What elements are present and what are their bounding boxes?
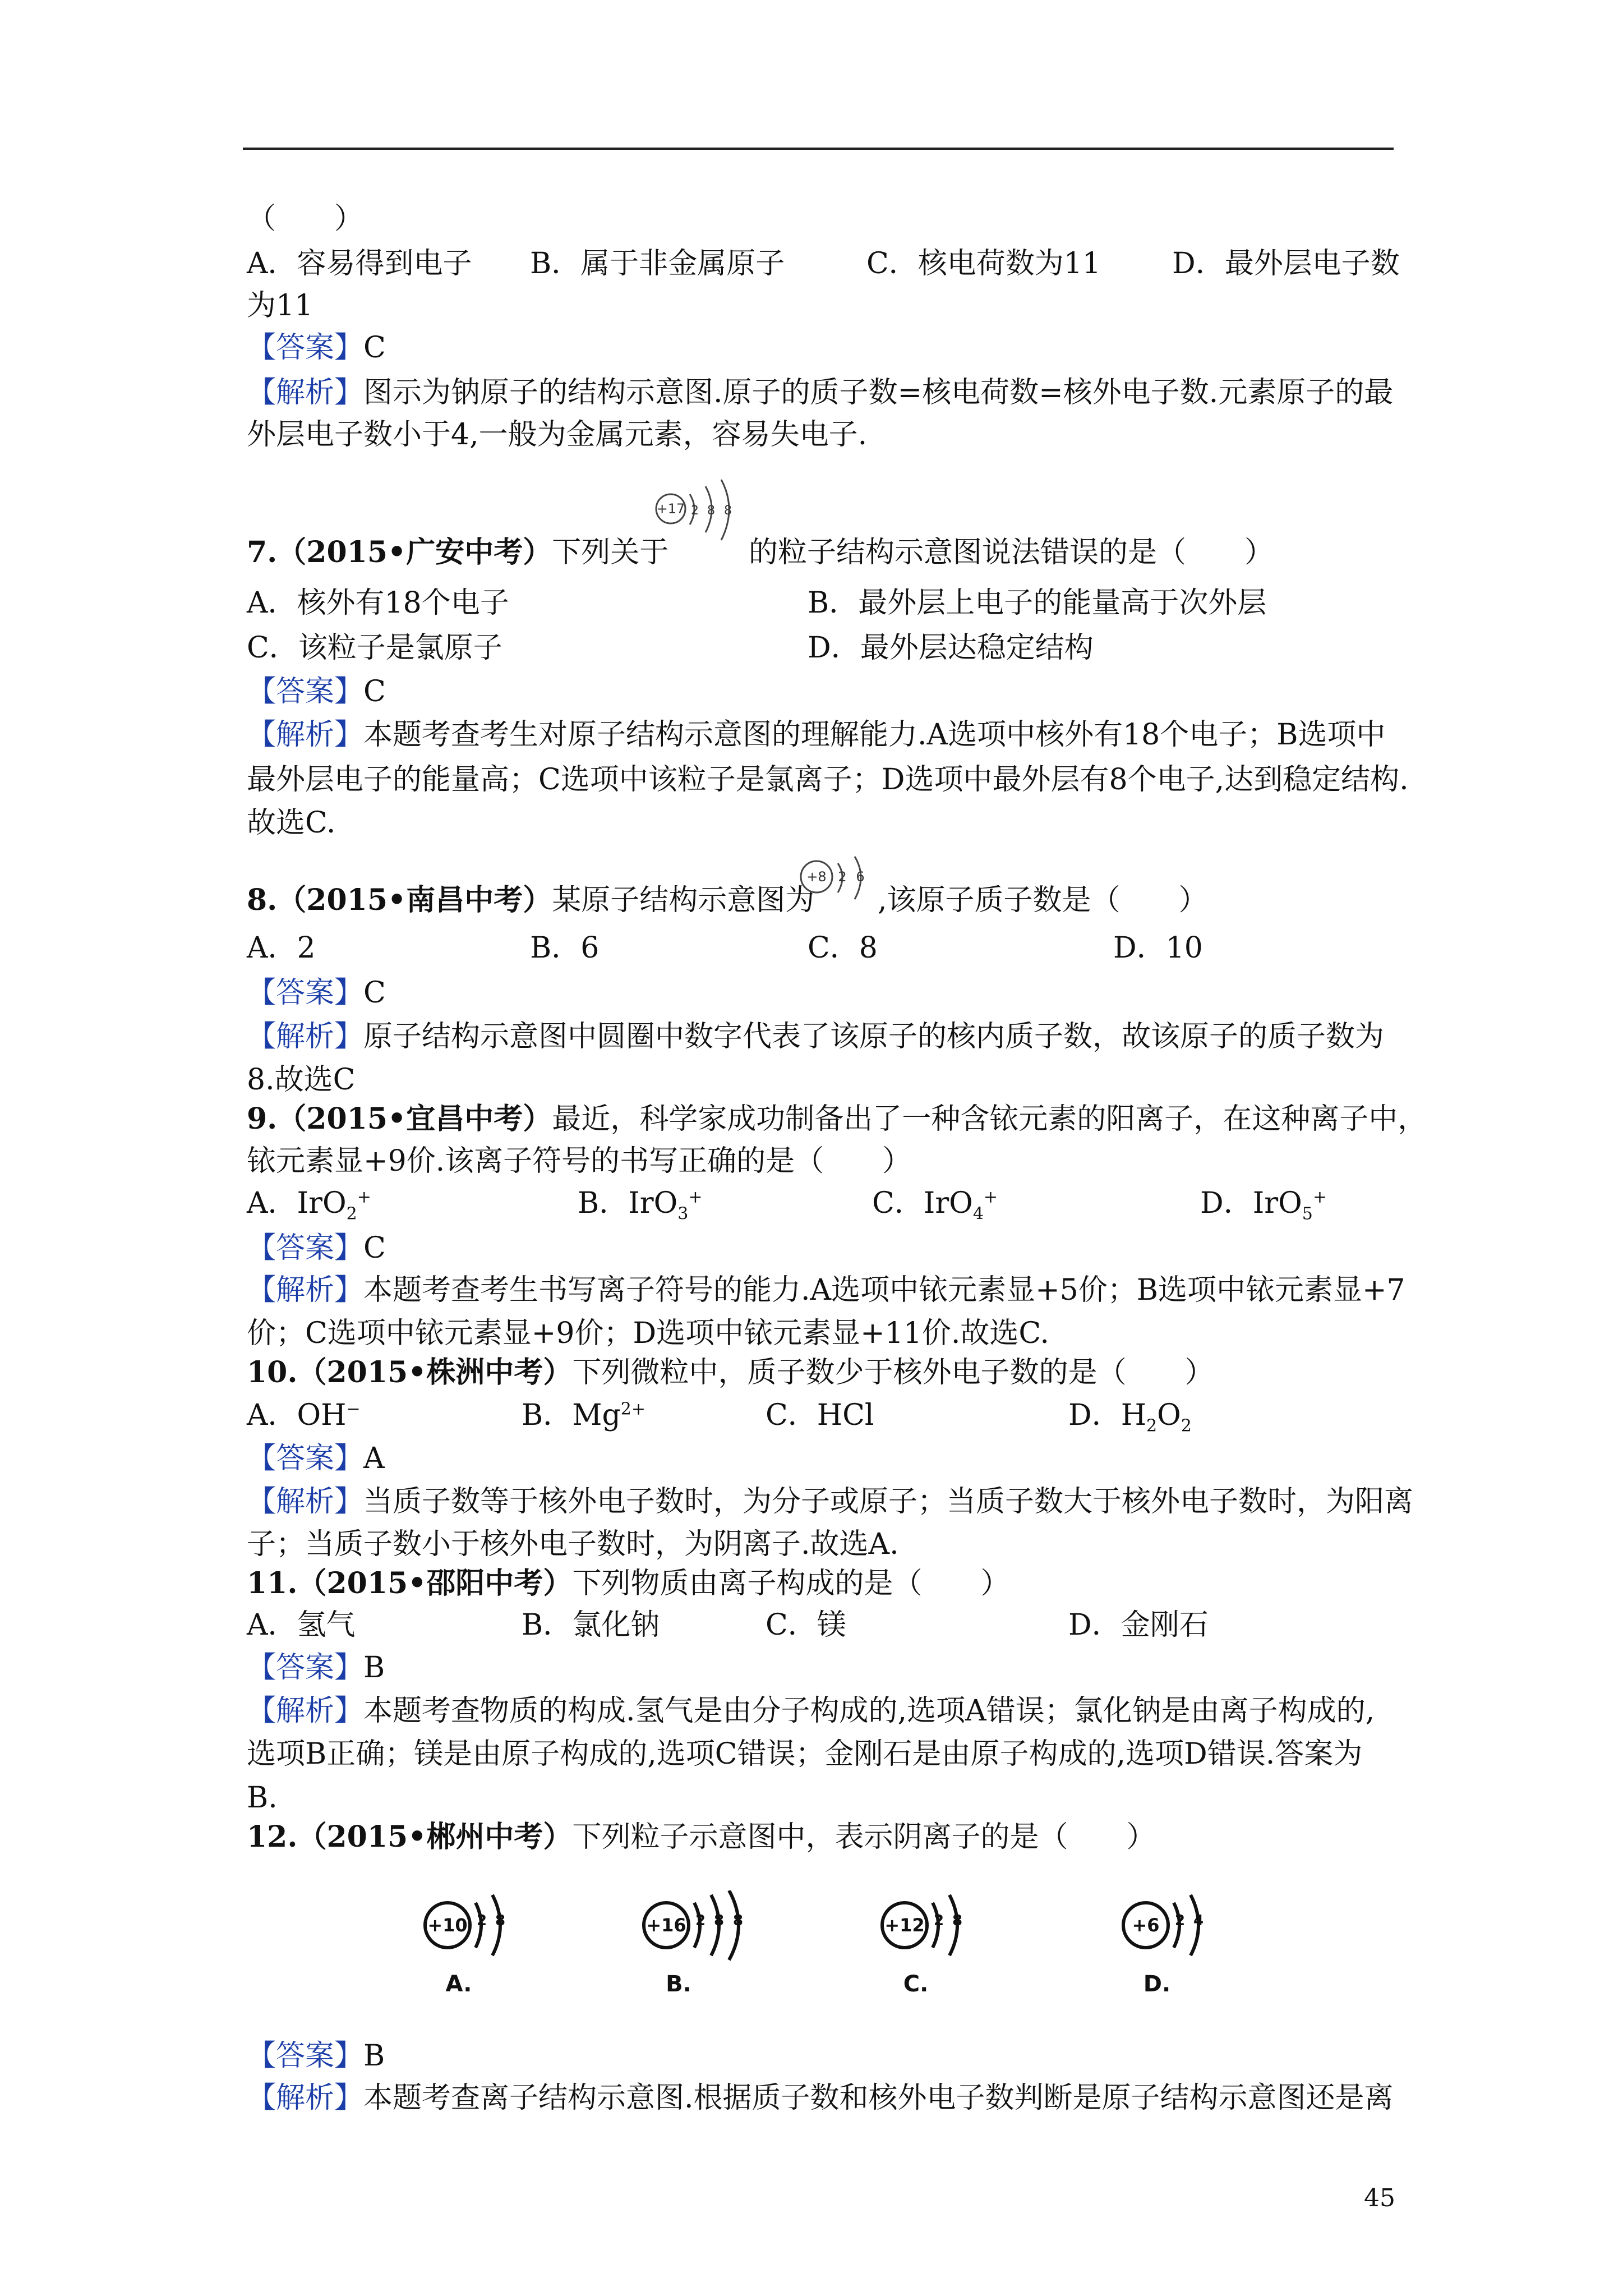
nucleus-charge: +8 xyxy=(806,869,827,885)
q10-stem xyxy=(247,1353,1214,1392)
q9-option-a xyxy=(247,1184,371,1223)
question-source: （2015•郴州中考） xyxy=(297,1820,573,1854)
q6-option-wrap: 为11 xyxy=(247,289,313,323)
q6-option-a: A．容易得到电子 xyxy=(247,247,472,280)
answer-tag: 【答案】 xyxy=(247,331,364,365)
subscript: 5 xyxy=(1302,1204,1313,1224)
q7-option-a: A．核外有18个电子 xyxy=(247,586,509,620)
answer-tag: 【答案】 xyxy=(247,1651,364,1685)
stem-text: 下列物质由离子构成的是（ ） xyxy=(572,1567,1010,1600)
answer-value: B xyxy=(363,2039,385,2073)
nucleus-charge: +12 xyxy=(884,1915,925,1936)
question-source: （2015•南昌中考） xyxy=(277,883,552,917)
q10-answer xyxy=(247,1439,385,1478)
superscript: + xyxy=(983,1187,998,1207)
nucleus-charge: +16 xyxy=(646,1915,686,1936)
q11-stem xyxy=(247,1564,1009,1603)
q9-answer xyxy=(247,1228,386,1268)
question-number: 8. xyxy=(247,883,278,917)
analysis-tag: 【解析】 xyxy=(247,1273,364,1307)
analysis-tag: 【解析】 xyxy=(247,1020,364,1053)
q9-stem-line-1 xyxy=(247,1099,1427,1139)
shell-count-1: 2 xyxy=(1174,1912,1186,1929)
superscript: + xyxy=(357,1187,371,1207)
subscript: 2 xyxy=(1181,1416,1192,1436)
answer-value: C xyxy=(363,1231,386,1265)
diagram-label: A. xyxy=(445,1971,472,1997)
question-source: （2015•株洲中考） xyxy=(297,1355,573,1389)
question-number: 9. xyxy=(247,1102,278,1136)
q11-analysis-line-2: 选项B正确；镁是由原子构成的,选项C错误；金刚石是由原子构成的,选项D错误.答案为 xyxy=(247,1737,1363,1771)
q8-stem-rest: ,该原子质子数是（ ） xyxy=(878,884,1208,917)
subscript: 2 xyxy=(346,1204,357,1224)
shell-count-2: 8 xyxy=(707,504,715,518)
q6-option-d: D．最外层电子数 xyxy=(1172,247,1400,280)
analysis-text: 当质子数等于核外电子数时，为分子或原子；当质子数大于核外电子数时，为阳离 xyxy=(363,1485,1414,1519)
q7-analysis-line-2: 最外层电子的能量高；C选项中该粒子是氯离子；D选项中最外层有8个电子,达到稳定结构. xyxy=(247,763,1409,797)
q9-stem-line-2: 铱元素显+9价.该离子符号的书写正确的是（ ） xyxy=(247,1144,912,1178)
q11-option-c: C．镁 xyxy=(766,1608,846,1642)
diagram-label: B. xyxy=(666,1971,691,1997)
answer-value: B xyxy=(363,1651,385,1685)
analysis-tag: 【解析】 xyxy=(247,1485,364,1519)
q8-stem xyxy=(247,881,814,920)
q6-analysis-line-1 xyxy=(247,373,1393,412)
question-source: （2015•宜昌中考） xyxy=(277,1102,552,1136)
q6-analysis-line-2: 外层电子数小于4,一般为金属元素，容易失电子. xyxy=(247,418,868,452)
q10-analysis-line-2: 子；当质子数小于核外电子数时，为阴离子.故选A. xyxy=(247,1527,899,1561)
analysis-text: 本题考查考生书写离子符号的能力.A选项中铱元素显+5价；B选项中铱元素显+7 xyxy=(363,1273,1405,1307)
page-number: 45 xyxy=(1364,2184,1395,2212)
q8-option-b: B．6 xyxy=(530,931,600,965)
nucleus-charge: +10 xyxy=(427,1915,468,1936)
analysis-text: 本题考查离子结构示意图.根据质子数和核外电子数判断是原子结构示意图还是离 xyxy=(363,2081,1394,2115)
answer-value: C xyxy=(363,675,386,708)
q8-option-d: D．10 xyxy=(1113,931,1203,965)
shell-count-2: 4 xyxy=(1193,1912,1204,1929)
option-text: B．Mg xyxy=(522,1398,621,1432)
q9-analysis-line-2: 价；C选项中铱元素显+9价；D选项中铱元素显+11价.故选C. xyxy=(247,1317,1049,1350)
option-text: B．IrO xyxy=(578,1186,678,1220)
question-number: 7. xyxy=(247,535,278,569)
answer-value: A xyxy=(363,1442,385,1475)
stem-text: 下列粒子示意图中，表示阴离子的是（ ） xyxy=(572,1820,1156,1854)
q7-stem xyxy=(247,533,668,572)
q10-analysis-line-1 xyxy=(247,1482,1413,1521)
q11-option-d: D．金刚石 xyxy=(1068,1608,1209,1642)
q8-option-c: C．8 xyxy=(808,931,878,965)
q10-option-c: C．HCl xyxy=(766,1398,874,1432)
subscript: 4 xyxy=(972,1204,984,1224)
header-rule xyxy=(243,148,1394,150)
diagram-label: C. xyxy=(903,1971,929,1997)
option-text: A．IrO xyxy=(247,1186,347,1220)
q6-option-b: B．属于非金属原子 xyxy=(530,247,785,280)
stem-text: 下列关于 xyxy=(552,536,669,569)
shell-count-1: 2 xyxy=(691,504,699,518)
question-number: 11. xyxy=(247,1566,298,1600)
analysis-tag: 【解析】 xyxy=(247,1694,364,1728)
option-text: D．H xyxy=(1068,1398,1147,1432)
superscript: + xyxy=(688,1187,703,1207)
q8-answer xyxy=(247,973,386,1013)
nucleus-charge: +6 xyxy=(1132,1915,1160,1936)
answer-tag: 【答案】 xyxy=(247,1231,364,1265)
shell-count-1: 2 xyxy=(933,1912,944,1929)
q10-option-a xyxy=(247,1396,361,1435)
shell-count-2: 8 xyxy=(495,1912,506,1929)
shell-count-1: 2 xyxy=(695,1912,706,1929)
q7-option-c: C．该粒子是氯原子 xyxy=(247,631,502,665)
q6-answer xyxy=(247,328,386,367)
question-number: 12. xyxy=(247,1820,298,1854)
analysis-tag: 【解析】 xyxy=(247,376,364,409)
option-text: C．IrO xyxy=(872,1186,973,1220)
stem-text: 下列微粒中，质子数少于核外电子数的是（ ） xyxy=(572,1356,1214,1389)
q12-diagram-c xyxy=(872,1890,995,2003)
q6-paren: （ ） xyxy=(247,202,364,236)
analysis-tag: 【解析】 xyxy=(247,2081,364,2115)
q12-diagram-a xyxy=(415,1890,538,2003)
stem-text: 最近，科学家成功制备出了一种含铱元素的阳离子，在这种离子中， xyxy=(552,1102,1427,1136)
q9-option-c xyxy=(872,1184,998,1223)
q11-option-a: A．氢气 xyxy=(247,1608,356,1642)
q7-stem-rest: 的粒子结构示意图说法错误的是（ ） xyxy=(749,536,1274,569)
q11-analysis-line-1 xyxy=(247,1691,1375,1731)
superscript: − xyxy=(346,1399,361,1419)
q7-option-b: B．最外层上电子的能量高于次外层 xyxy=(808,586,1267,620)
shell-count-2: 8 xyxy=(713,1912,725,1929)
q8-analysis-line-1 xyxy=(247,1017,1384,1056)
q11-analysis-line-3: B. xyxy=(247,1781,278,1815)
q7-analysis-line-3: 故选C. xyxy=(247,806,336,840)
shell-count-2: 8 xyxy=(952,1912,963,1929)
shell-count-1: 2 xyxy=(838,869,847,885)
stem-text: 某原子结构示意图为 xyxy=(552,884,815,917)
q7-option-d: D．最外层达稳定结构 xyxy=(808,631,1094,665)
q9-analysis-line-1 xyxy=(247,1271,1405,1310)
q8-option-a: A．2 xyxy=(247,931,316,965)
question-number: 10. xyxy=(247,1355,298,1389)
q12-stem xyxy=(247,1818,1155,1857)
q12-diagram-d xyxy=(1113,1890,1237,2003)
q11-answer xyxy=(247,1648,385,1687)
shell-count-2: 6 xyxy=(856,869,865,885)
q10-option-d xyxy=(1068,1396,1192,1435)
superscript: + xyxy=(1312,1187,1327,1207)
option-text: D．IrO xyxy=(1200,1186,1302,1220)
diagram-label: D. xyxy=(1143,1971,1171,1997)
q9-option-b xyxy=(578,1184,702,1223)
subscript: 2 xyxy=(1146,1416,1158,1436)
analysis-text: 图示为钠原子的结构示意图.原子的质子数=核电荷数=核外电子数.元素原子的最 xyxy=(363,376,1394,409)
q11-option-b: B．氯化钠 xyxy=(522,1608,660,1642)
q10-option-b xyxy=(522,1396,645,1435)
q7-analysis-line-1 xyxy=(247,715,1385,754)
analysis-text: 原子结构示意图中圆圈中数字代表了该原子的核内质子数，故该原子的质子数为 xyxy=(363,1020,1385,1053)
analysis-text: 本题考查物质的构成.氢气是由分子构成的,选项A错误；氯化钠是由离子构成的, xyxy=(363,1694,1375,1728)
answer-value: C xyxy=(363,331,386,365)
option-text: A．OH xyxy=(247,1398,347,1432)
q7-answer xyxy=(247,672,386,711)
answer-tag: 【答案】 xyxy=(247,2039,364,2073)
answer-tag: 【答案】 xyxy=(247,1442,364,1475)
subscript: 3 xyxy=(677,1204,689,1224)
q7-chlorine-ion-diagram xyxy=(651,474,751,564)
shell-count-3: 8 xyxy=(732,1912,744,1929)
question-source: （2015•广安中考） xyxy=(277,535,552,569)
q12-diagram-b xyxy=(634,1890,780,2003)
analysis-tag: 【解析】 xyxy=(247,718,364,752)
q12-answer xyxy=(247,2036,385,2076)
shell-count-3: 8 xyxy=(724,504,732,518)
answer-value: C xyxy=(363,976,386,1010)
superscript: 2+ xyxy=(620,1399,645,1419)
answer-tag: 【答案】 xyxy=(247,976,364,1010)
nucleus-charge: +17 xyxy=(656,501,685,517)
q12-analysis-line-1 xyxy=(247,2078,1394,2118)
shell-count-1: 2 xyxy=(476,1912,487,1929)
answer-tag: 【答案】 xyxy=(247,675,364,708)
q9-option-d xyxy=(1200,1184,1327,1223)
q6-option-c: C．核电荷数为11 xyxy=(866,247,1101,280)
question-source: （2015•邵阳中考） xyxy=(297,1566,573,1600)
q8-analysis-line-2: 8.故选C xyxy=(247,1063,356,1097)
option-text: O xyxy=(1157,1398,1181,1432)
q8-oxygen-atom-diagram xyxy=(796,850,875,912)
analysis-text: 本题考查考生对原子结构示意图的理解能力.A选项中核外有18个电子；B选项中 xyxy=(363,718,1386,752)
